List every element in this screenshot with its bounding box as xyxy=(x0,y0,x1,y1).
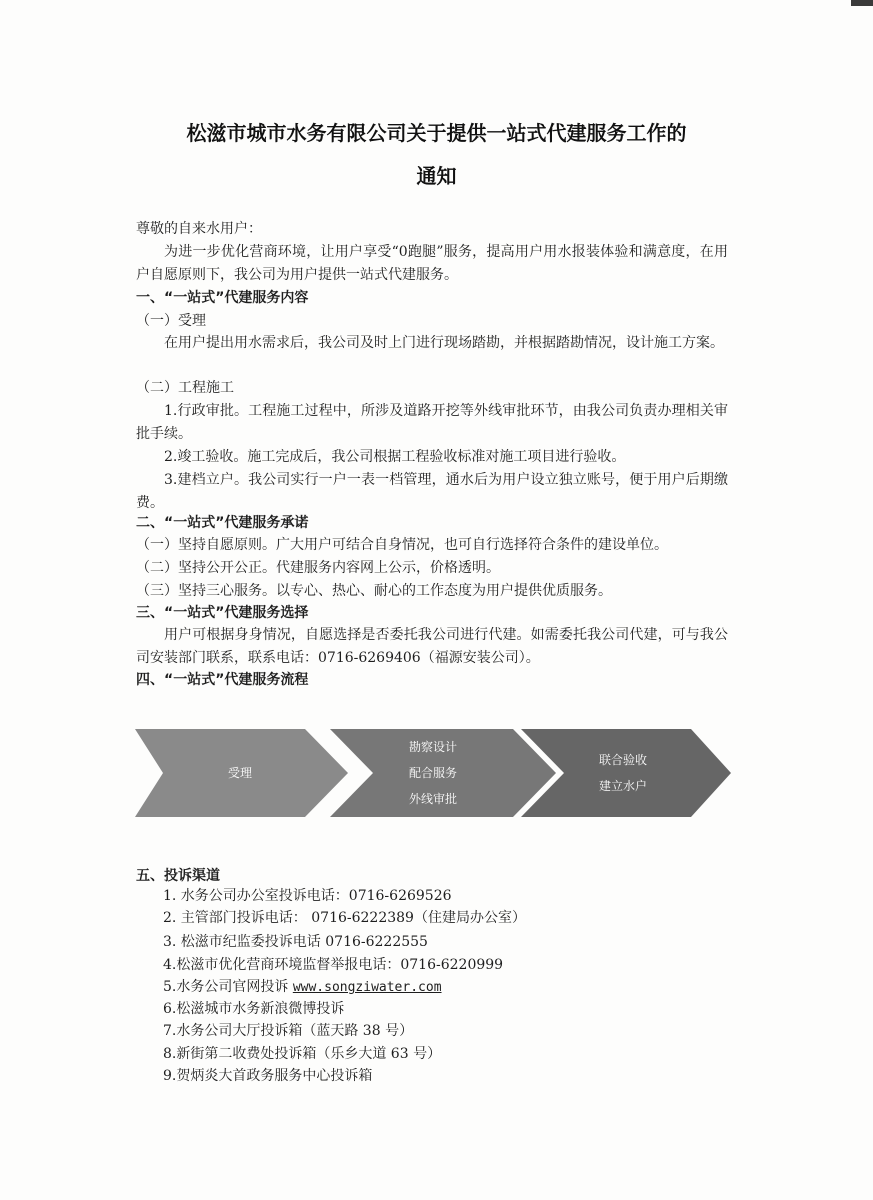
construction-item-2: 2.竣工验收。施工完成后，我公司根据工程验收标准对施工项目进行验收。 xyxy=(164,449,626,465)
section-1-sub-1-text: 在用户提出用水需求后，我公司及时上门进行现场踏勘，并根据踏勘情况，设计施工方案。 xyxy=(164,335,724,351)
section-2-heading: 二、“一站式”代建服务承诺 xyxy=(136,515,309,531)
commitment-item-3: （三）坚持三心服务。以专心、热心、耐心的工作态度为用户提供优质服务。 xyxy=(136,583,612,599)
website-link[interactable]: www.songziwater.com xyxy=(292,980,442,995)
complaint-item-1: 1. 水务公司办公室投诉电话：0716-6269526 xyxy=(163,888,452,904)
section-3-heading: 三、“一站式”代建服务选择 xyxy=(136,605,309,621)
flow-step-3-label-1: 联合验收 xyxy=(598,753,648,767)
complaint-item-4: 4.松滋市优化营商环境监督举报电话：0716-6220999 xyxy=(163,957,504,973)
flow-step-2-label-2: 配合服务 xyxy=(408,766,458,780)
flow-step-2-label-3: 外线审批 xyxy=(408,792,458,806)
section-1-heading: 一、“一站式”代建服务内容 xyxy=(136,290,309,306)
commitment-item-2: （二）坚持公开公正。代建服务内容网上公示，价格透明。 xyxy=(136,560,500,576)
complaint-item-8: 8.新街第二收费处投诉箱（乐乡大道 63 号） xyxy=(163,1046,442,1062)
construction-item-1: 1.行政审批。工程施工过程中，所涉及道路开挖等外线审批环节，由我公司负责办理相关审批手续。 xyxy=(136,403,728,442)
scan-edge-mark xyxy=(851,0,873,6)
service-flow-diagram xyxy=(135,727,735,819)
document-title-line-1: 松滋市城市水务有限公司关于提供一站式代建服务工作的 xyxy=(186,121,687,145)
section-1-sub-2-heading: （二）工程施工 xyxy=(136,380,234,396)
complaint-item-2: 2. 主管部门投诉电话： 0716-6222389（住建局办公室） xyxy=(163,910,526,926)
complaint-item-5 xyxy=(163,977,442,998)
section-4-heading: 四、“一站式”代建服务流程 xyxy=(136,672,309,688)
complaint-item-7: 7.水务公司大厅投诉箱（蓝天路 38 号） xyxy=(163,1023,414,1039)
commitment-item-1: （一）坚持自愿原则。广大用户可结合自身情况，也可自行选择符合条件的建设单位。 xyxy=(136,537,668,553)
complaint-item-3: 3. 松滋市纪监委投诉电话 0716-6222555 xyxy=(163,934,428,950)
complaint-item-5-label: 5.水务公司官网投诉 xyxy=(163,979,293,995)
flow-step-3-label-2: 建立水户 xyxy=(598,779,648,793)
intro-paragraph: 为进一步优化营商环境，让用户享受“0跑腿”服务，提高用户用水报装体验和满意度，在用户自愿原则下，我公司为用户提供一站式代建服务。 xyxy=(136,244,728,283)
construction-item-3: 3.建档立户。我公司实行一户一表一档管理，通水后为用户设立独立账号，便于用户后期缴费。 xyxy=(136,472,728,511)
section-3-text: 用户可根据身身情况，自愿选择是否委托我公司进行代建。如需委托我公司代建，可与我公司安装部门联系，联系电话：0716-6269406（福源安装公司）。 xyxy=(136,627,728,666)
section-5-heading: 五、投诉渠道 xyxy=(136,868,220,884)
section-1-sub-1-heading: （一）受理 xyxy=(136,313,206,329)
complaint-item-6: 6.松滋城市水务新浪微博投诉 xyxy=(163,1001,345,1017)
flow-step-2-label-1: 勘察设计 xyxy=(408,740,458,754)
complaint-item-9: 9.贺炳炎大首政务服务中心投诉箱 xyxy=(163,1068,373,1084)
flow-step-1-label-1: 受理 xyxy=(227,766,253,780)
document-title-line-2: 通知 xyxy=(416,164,457,188)
greeting: 尊敬的自来水用户： xyxy=(136,221,262,237)
